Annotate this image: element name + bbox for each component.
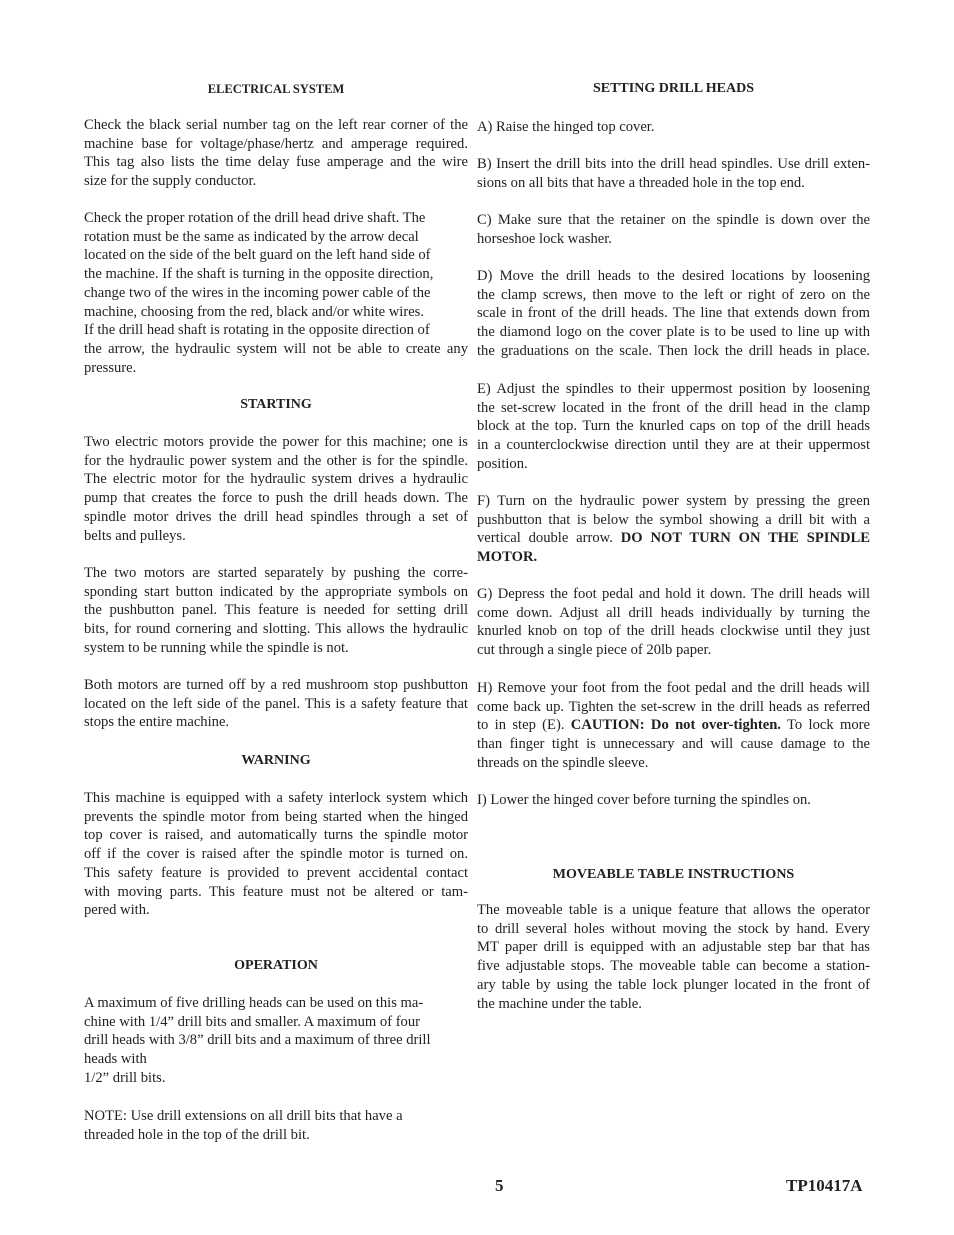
text-line: ary table by using the table lock plunger located in the front of	[477, 976, 870, 993]
page-number: 5	[495, 1176, 504, 1195]
text-line: This tag also lists the time delay fuse amperage and the wire	[84, 154, 468, 171]
text-line	[477, 529, 870, 548]
starting-paragraph-3	[84, 676, 468, 732]
text-line: chine with 1/4” drill bits and smaller. A maximum of four	[84, 1013, 421, 1030]
text-line: Check the proper rotation of the drill head drive shaft. The	[84, 210, 426, 226]
document-number: TP10417A	[786, 1176, 863, 1195]
text-line: pump that creates the force to push the drill heads down. The	[84, 490, 468, 507]
text-line: I) Lower the hinged cover before turning the spindles on.	[477, 792, 811, 808]
step-i	[477, 791, 870, 810]
text-line: The electric motor for the hydraulic system drives a hydraulic	[84, 471, 468, 488]
text-line: threaded hole in the top of the drill bit.	[84, 1126, 310, 1143]
text-line: knurled knob on top of the drill heads clockwise until they just	[477, 623, 870, 640]
text-line: sponding start button indicated by the appropriate symbols on	[84, 583, 468, 600]
text-line: than finger tight is unnecessary and will cause damage to the	[477, 736, 870, 753]
text-line: the diamond logo on the cover plate is to be used to line up with	[477, 324, 870, 341]
text-line: size for the supply conductor.	[84, 173, 257, 190]
text-line: G) Depress the foot pedal and hold it down. The drill heads will	[477, 586, 870, 602]
setting-drill-heads-heading: SETTING DRILL HEADS	[592, 81, 755, 96]
text-line: This safety feature is provided to prevent accidental contact	[84, 864, 468, 881]
spindle-warning-text: DO NOT TURN ON THE SPINDLE	[620, 530, 870, 547]
text-line: position.	[477, 455, 528, 472]
step-f	[477, 492, 870, 567]
text-line: come back up. Tighten the set-screw in the drill heads as referred	[477, 698, 870, 715]
text-line: C) Make sure that the retainer on the spindle is down over the	[477, 212, 870, 228]
text-line: spindle motor drives the drill head spindles through a set of	[84, 508, 468, 525]
text-line: H) Remove your foot from the foot pedal and the drill heads will	[477, 680, 870, 696]
moveable-table-paragraph	[477, 901, 870, 1013]
text-line: cut through a single piece of 20lb paper.	[477, 642, 712, 659]
text-line: the arrow, the hydraulic system will not be able to create any	[84, 340, 468, 357]
step-e	[477, 380, 870, 474]
text-line: The two motors are started separately by pushing the corre-	[84, 565, 468, 581]
text-line: the clamp screws, then move to the left or right of zero on the	[477, 286, 870, 303]
text-line: threads on the spindle sleeve.	[477, 754, 649, 771]
text-line: system to be running while the spindle is not.	[84, 639, 349, 656]
operation-note	[84, 1107, 468, 1144]
text-line: the pushbutton panel. This feature is needed for setting drill	[84, 602, 468, 619]
text-line	[477, 548, 870, 567]
text-line: rotation must be the same as indicated by the arrow decal	[84, 228, 419, 245]
text-line: located on the left side of the panel. This is a safety feature that	[84, 695, 468, 712]
text-line: prevents the spindle motor from being started when the hinged	[84, 808, 468, 825]
step-c	[477, 211, 870, 248]
starting-heading: STARTING	[240, 397, 312, 412]
text-line: five adjustable stops. The moveable table can become a station-	[477, 958, 870, 975]
text-line: The moveable table is a unique feature that allows the operator	[477, 902, 870, 918]
caution-text: CAUTION: Do not over-tighten.	[570, 717, 781, 734]
text-line: the machine. If the shaft is turning in the opposite direction,	[84, 266, 434, 283]
text-line: the set-screw located in the front of the drill head in the clamp	[477, 399, 870, 416]
operation-paragraph-1	[84, 994, 468, 1088]
text-line: belts and pulleys.	[84, 527, 186, 544]
text-line: bits, for round cornering and slotting. This allows the hydraulic	[84, 621, 468, 638]
step-a	[477, 118, 870, 137]
warning-paragraph	[84, 789, 468, 920]
text-line: B) Insert the drill bits into the drill head spindles. Use drill exten-	[477, 156, 870, 172]
moveable-table-heading: MOVEABLE TABLE INSTRUCTIONS	[552, 867, 795, 882]
text-line: scale in front of the drill heads. The line that extends down from	[477, 305, 870, 322]
text-line: the graduations on the scale. Then lock the drill heads in place.	[477, 342, 870, 359]
text-line: stops the entire machine.	[84, 714, 230, 731]
text-line: A) Raise the hinged top cover.	[477, 119, 655, 135]
text-line: F) Turn on the hydraulic power system by pressing the green	[477, 493, 870, 509]
text-line: pressure.	[84, 359, 137, 376]
text-line: Check the black serial number tag on the left rear corner of the	[84, 117, 468, 133]
text-line: for the hydraulic power system and the other is for the spindle.	[84, 452, 468, 469]
text-line: to drill several holes without moving the stock by hand. Every	[477, 920, 870, 937]
text-line: 1/2” drill bits.	[84, 1069, 166, 1086]
starting-paragraph-2	[84, 564, 468, 658]
text-line	[477, 716, 870, 735]
text-line: machine, choosing from the red, black and/or white wires.	[84, 303, 425, 320]
step-b	[477, 155, 870, 192]
text-line: If the drill head shaft is rotating in the opposite direction of	[84, 322, 430, 339]
step-h	[477, 679, 870, 773]
step-d	[477, 267, 870, 361]
text-line: pushbutton that is below the symbol showing a drill bit with a	[477, 511, 870, 528]
text-line: change two of the wires in the incoming power cable of the	[84, 284, 431, 301]
text-line: machine base for voltage/phase/hertz and amperage required.	[84, 135, 468, 152]
text-line: MT paper drill is equipped with an adjustable step bar that has	[477, 939, 870, 956]
step-g	[477, 585, 870, 660]
text-line: located on the side of the belt guard on the left hand side of	[84, 247, 431, 264]
text-line: This machine is equipped with a safety interlock system which	[84, 790, 468, 806]
text-run: to in step (E).	[477, 717, 571, 734]
text-line: off if the cover is raised after the spindle motor is turned on.	[84, 846, 468, 863]
text-line: top cover is raised, and automatically turns the spindle motor	[84, 827, 468, 844]
text-line: pered with.	[84, 902, 150, 919]
text-line: in a counterclockwise direction until they are at their uppermost	[477, 437, 870, 454]
text-line: horseshoe lock washer.	[477, 230, 612, 247]
text-line: E) Adjust the spindles to their uppermost position by loosening	[477, 381, 870, 397]
text-line: drill heads with 3/8” drill bits and a maximum of three drill	[84, 1032, 431, 1049]
text-line: block at the top. Turn the knurled caps on top of the drill heads	[477, 418, 870, 435]
text-line: sions on all bits that have a threaded hole in the top end.	[477, 174, 805, 191]
text-line: Both motors are turned off by a red mushroom stop pushbutton	[84, 677, 468, 693]
text-line: with moving parts. This feature must not be altered or tam-	[84, 883, 468, 900]
text-line: NOTE: Use drill extensions on all drill bits that have a	[84, 1108, 403, 1124]
spindle-warning-text-end: MOTOR.	[477, 549, 538, 566]
text-line: heads with	[84, 1051, 147, 1068]
text-run: vertical double arrow.	[477, 530, 621, 547]
text-line: come down. Adjust all drill heads individually by turning the	[477, 604, 870, 621]
electrical-paragraph-1	[84, 116, 468, 191]
text-line: D) Move the drill heads to the desired locations by loosening	[477, 268, 870, 284]
text-line: Two electric motors provide the power for this machine; one is	[84, 434, 468, 450]
operation-heading: OPERATION	[234, 958, 318, 973]
starting-paragraph-1	[84, 433, 468, 545]
electrical-paragraph-2	[84, 209, 468, 377]
electrical-system-heading: ELECTRICAL SYSTEM	[207, 82, 345, 96]
text-line: the machine under the table.	[477, 995, 642, 1012]
warning-heading: WARNING	[241, 753, 311, 768]
text-run: To lock more	[780, 717, 870, 734]
text-line: A maximum of five drilling heads can be used on this ma-	[84, 995, 424, 1011]
